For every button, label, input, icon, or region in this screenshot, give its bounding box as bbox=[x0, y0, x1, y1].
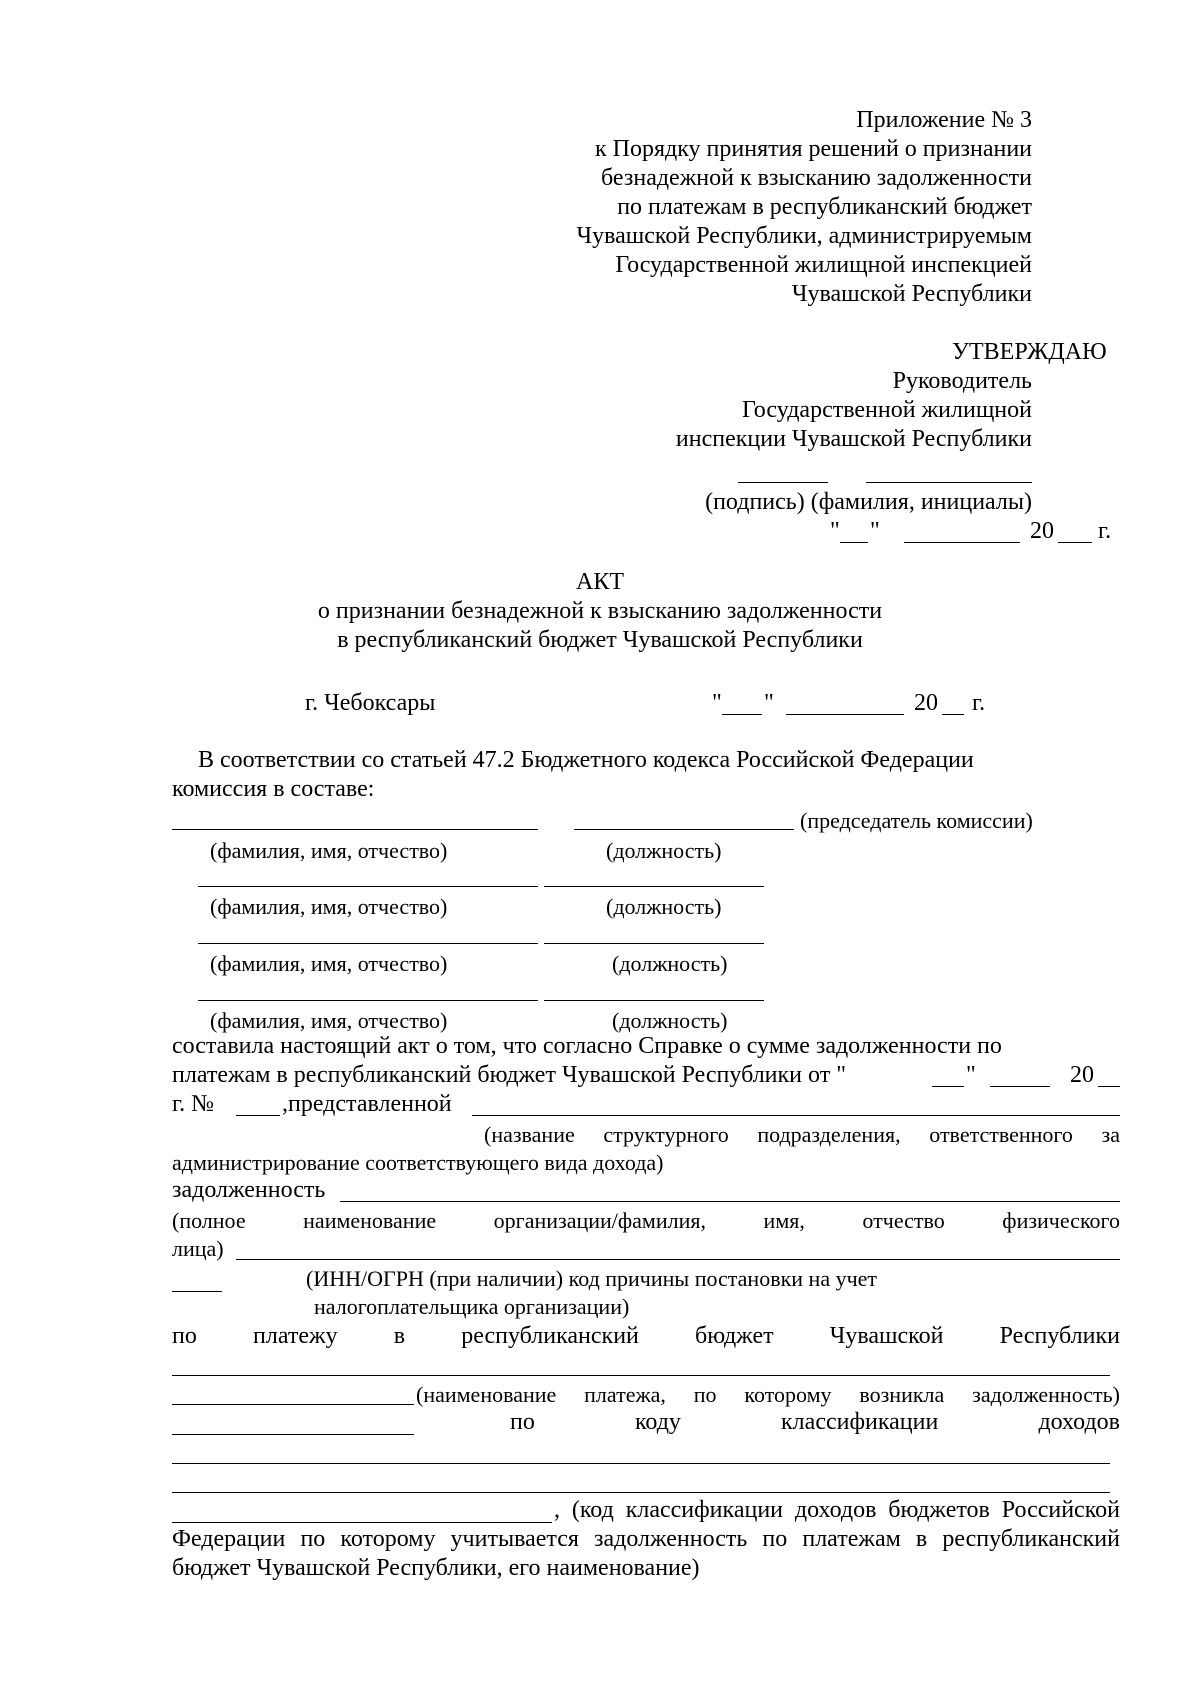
appendix-line: Государственной жилищной инспекцией bbox=[615, 252, 1032, 278]
act-subtitle-2: в республиканский бюджет Чувашской Республики bbox=[337, 627, 863, 653]
payment-name-line bbox=[172, 1375, 1110, 1376]
approve-line: Государственной жилищной bbox=[742, 397, 1032, 423]
signature-line bbox=[738, 482, 828, 483]
kbk-caption-3: бюджет Чувашской Республики, его наименование) bbox=[172, 1555, 700, 1581]
fio-caption: (фамилия, имя, отчество) bbox=[210, 894, 448, 919]
compiled-line-1: составила настоящий акт о том, что согласно Справке о сумме задолженности по bbox=[172, 1033, 1002, 1059]
member-fio-line bbox=[198, 943, 538, 944]
chair-position-line bbox=[574, 829, 794, 830]
debt-label: задолженность bbox=[172, 1177, 326, 1203]
position-caption: (должность) bbox=[606, 894, 722, 919]
reference-quote-close: " bbox=[966, 1062, 976, 1088]
approve-title: УТВЕРЖДАЮ bbox=[952, 339, 1107, 365]
appendix-line: Чувашской Республики, администрируемым bbox=[576, 223, 1032, 249]
fio-caption: (фамилия, имя, отчество) bbox=[210, 951, 448, 976]
approve-line: инспекции Чувашской Республики bbox=[675, 426, 1032, 452]
fio-caption: (фамилия, имя, отчество) bbox=[210, 1008, 448, 1033]
act-date-day-line bbox=[722, 714, 762, 715]
chair-label: (председатель комиссии) bbox=[800, 808, 1033, 833]
payment-name-line-3 bbox=[172, 1434, 414, 1435]
presented-by-label: ,представленной bbox=[282, 1091, 452, 1117]
reference-day-line bbox=[932, 1086, 964, 1087]
appendix-line: по платежам в республиканский бюджет bbox=[617, 194, 1032, 220]
act-date-quote-open: " bbox=[712, 690, 722, 716]
kbk-line-1 bbox=[172, 1463, 1110, 1464]
department-caption-2: администрирование соответствующего вида дохода) bbox=[172, 1150, 664, 1175]
member-position-line bbox=[544, 1000, 764, 1001]
member-fio-line bbox=[198, 1000, 538, 1001]
position-caption: (должность) bbox=[612, 951, 728, 976]
member-position-line bbox=[544, 886, 764, 887]
debtor-caption-2: лица) bbox=[172, 1236, 224, 1261]
fio-caption: (фамилия, имя, отчество) bbox=[210, 838, 448, 863]
approve-date-year: 20 bbox=[1030, 518, 1054, 544]
reference-year: 20 bbox=[1070, 1062, 1094, 1088]
kbk-caption-1: , (код классификации доходов бюджетов Российской bbox=[554, 1497, 1120, 1523]
member-fio-line bbox=[198, 886, 538, 887]
position-caption: (должность) bbox=[612, 1008, 728, 1033]
reference-number-label: г. № bbox=[172, 1091, 215, 1117]
appendix-line: Чувашской Республики bbox=[791, 281, 1032, 307]
appendix-line: к Порядку принятия решений о признании bbox=[594, 136, 1032, 162]
payment-caption: (наименование платежа, по которому возникла задолженность) bbox=[416, 1382, 1120, 1407]
approve-date-quote-close: " bbox=[870, 518, 880, 544]
reference-year-line bbox=[1098, 1086, 1120, 1087]
member-position-line bbox=[544, 943, 764, 944]
reference-month-line bbox=[990, 1086, 1050, 1087]
appendix-line: Приложение № 3 bbox=[856, 107, 1032, 133]
payment-name-line-2 bbox=[172, 1404, 414, 1405]
payment-line: по платежу в республиканский бюджет Чувашской Республики bbox=[172, 1323, 1120, 1349]
name-initials-line bbox=[866, 482, 1032, 483]
code-line: по коду классификации доходов bbox=[510, 1409, 1120, 1435]
intro-line-2: комиссия в составе: bbox=[172, 776, 375, 802]
inn-line bbox=[172, 1291, 222, 1292]
chair-fio-line bbox=[172, 829, 538, 830]
approve-date-quote-open: " bbox=[830, 518, 840, 544]
act-date-year-line bbox=[942, 714, 964, 715]
debtor-line bbox=[340, 1201, 1120, 1202]
act-title: АКТ bbox=[576, 569, 624, 595]
approve-date-month-line bbox=[904, 542, 1020, 543]
debtor-line-2 bbox=[236, 1259, 1120, 1260]
approve-date-day-line bbox=[840, 542, 868, 543]
appendix-line: безнадежной к взысканию задолженности bbox=[601, 165, 1032, 191]
act-date-quote-close: " bbox=[764, 690, 774, 716]
kbk-line-2 bbox=[172, 1492, 1110, 1493]
debtor-caption-1: (полное наименование организации/фамилия, имя, отчество физического bbox=[172, 1208, 1120, 1233]
kbk-line-3 bbox=[172, 1522, 552, 1523]
approve-date-year-line bbox=[1058, 542, 1092, 543]
inn-caption-2: налогоплательщика организации) bbox=[314, 1294, 630, 1319]
act-date-suffix: г. bbox=[972, 690, 986, 716]
position-caption: (должность) bbox=[606, 838, 722, 863]
act-date-year: 20 bbox=[914, 690, 938, 716]
department-caption-1: (название структурного подразделения, ответственного за bbox=[484, 1122, 1120, 1147]
act-date-month-line bbox=[786, 714, 904, 715]
reference-number-line bbox=[236, 1115, 280, 1116]
approve-line: Руководитель bbox=[892, 368, 1032, 394]
act-city: г. Чебоксары bbox=[305, 690, 436, 716]
intro-line-1: В соответствии со статьей 47.2 Бюджетного кодекса Российской Федерации bbox=[198, 747, 974, 773]
signature-caption: (подпись) (фамилия, инициалы) bbox=[705, 489, 1032, 515]
compiled-line-2: платежам в республиканский бюджет Чувашской Республики от " bbox=[172, 1062, 846, 1088]
kbk-caption-2: Федерации по которому учитывается задолженность по платежам в республиканский bbox=[172, 1526, 1120, 1552]
approve-date-suffix: г. bbox=[1098, 518, 1112, 544]
department-line bbox=[472, 1115, 1120, 1116]
act-subtitle-1: о признании безнадежной к взысканию задолженности bbox=[317, 598, 883, 624]
inn-caption-1: (ИНН/ОГРН (при наличии) код причины постановки на учет bbox=[306, 1266, 878, 1291]
